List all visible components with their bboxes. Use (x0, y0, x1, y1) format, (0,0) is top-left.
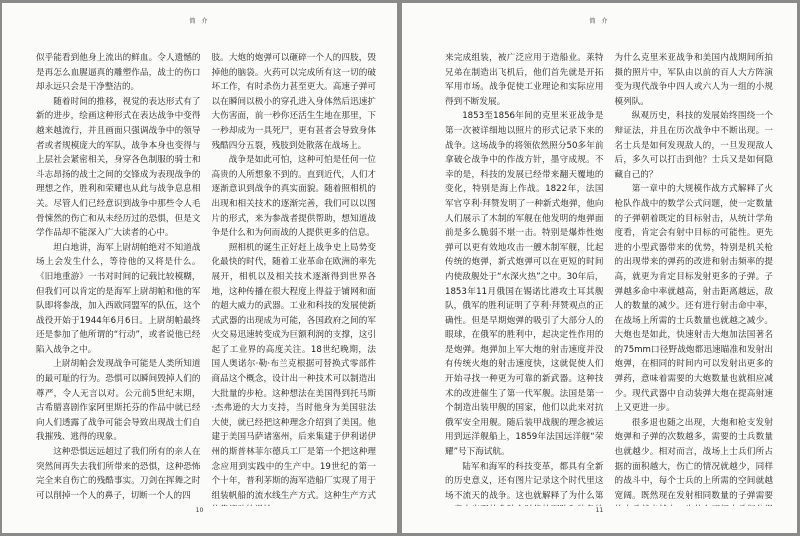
text-column-1 (36, 51, 201, 506)
paragraph: 1853至1856年间的克里米亚战争是第一次被详细地以照片的形式记录下来的战争。这场战争的将领依然照分50多年前拿破仑战争中的作战方针，墨守成规。不幸的是，科技的发展已经带来翻天覆地的变化，特别是海上作战。1822年，法国军官亨利·拜赞发明了一种新式炮弹，他向人们展示了木制的军舰在他发明的炮弹面前是多么脆弱不堪一击。特别是爆炸性炮弹可以更有效地攻击一艘木制军舰，比起传统的炮弹，新式炮弹可以在更短的时间内使敌舰处于“水深火热”之中。30年后，1853年11月俄国在锡诺比港攻土耳其舰队，俄军的胜利证明了亨利·拜赞观点的正确性。但是早期炮弹的吸引了大部分人的眼球，在俄军的胜利中，起决定性作用的是炮弹。炮弹加上军大炮的射击速度并没有传统火炮的射击速度快，这就促使人们开始寻找一种更为可靠的新武器。这种技术的改进催生了第一代军舰。法国是第一个制造出装甲舰的国家，他们以此来对抗俄军安全用舰。随后装甲战舰的理念被运用到远洋舰船上，1859年法国远洋舰“荣耀”号下海试航。 (445, 111, 604, 458)
paragraph: 上尉胡帕会发现战争可能是人类所知道的最可耻的行为。恐惧可以瞬间毁掉人们的尊严，令人无言以对。公元前5世纪末期，古希腊喜剧作家阿里斯托芬的作品中就已经向人们透露了战争可能会导致出现战士们自我摧残、逃得的现象。 (36, 359, 201, 443)
paragraph: 似乎能看到他身上流出的鲜血。令人遗憾的是再怎么血腥逼真的雕塑作品，战士的伤口却永远只会是干净整洁的。 (36, 53, 201, 93)
left-page-columns (36, 51, 376, 506)
paragraph: 照相机的诞生正好赶上战争史上局势变化最快的时代，随着工业革命在欧洲的率先展开，相机以及相关技术逐渐得到世界各地，这种传播在很大程度上得益于铺网和面的超大威力的武器。工业和科技的发展使新式武器的出现成为可能，各国政府之间的军火交易迅速转变成为巨额利润的支撑，这引起了工业界的高度关注。18世纪晚期，法国人奥诺尔·勒·布兰克根据可替换式零部件商品这个概念，设计出一种技术可以制造出大批量的步枪。这种想法在美国得到托马斯·杰弗逊的大力支持，当时他身为美国驻法大使，就已经把这种理念介绍到了美国。他建于美国马萨诸塞州，后来集建于伊利诺伊州的斯普林菲尔德兵工厂是第一个把这种理念应用到实践中的生产中。19世纪的第一个十年，普利茅斯的海军造船厂实现了用于组装帆船的流水线生产方式。这种生产方式 (211, 242, 376, 501)
text-column-2 (212, 51, 377, 506)
paragraph: 战争是如此可怕，这种可怕是任何一位高贵的人所想象不到的。直到近代，人们才逐渐意识到战争的真实面貌。随着照相机的出现和相关技术的逐渐完善，我们可以以图片的形式，来为参战者提供帮助，想知道战争是什么和为何而战的人提供更多的信息。 (211, 155, 376, 239)
page-number: 11 (595, 507, 604, 514)
paragraph: 陆军和海军的科技变革，都具有全新的历史意义，还有图片记录这个时代里这场不流天的战争。这也就解释了为什么第 (445, 461, 604, 501)
paragraph: 这种恐惧远远超过了我们所有的亲人在突然间再失去我们所带来的恐惧，这种恐怖完全来自伤亡的残酷事实。刀剑在挥舞之时可以削掉一个人的鼻子，切断一个人的四 (36, 447, 201, 501)
paragraph: 坦白地讲，海军上尉胡帕绝对不知道战场上会发生什么，等待他的又将是什么。《旧地重游》一书对时间的记载比较模糊，但我们可以肯定的是海军上尉胡帕和他的军队即将参战，加入西欧同盟军的队伍，这个战役开始于1944年6月6日。上尉胡帕最终还是参加了他所谓的“行动”，或者说他已经陷入战争之中。 (36, 242, 201, 355)
text-column-2 (615, 51, 774, 506)
running-head: 简 介 (189, 18, 210, 25)
paragraph: 肢。大炮的炮弹可以砸碎一个人的四肢，毁掉他的脑袋。火药可以完成所有这一切的破坏工作，有时杀伤力甚至更大。高速子弹可以在瞬间以极小的穿孔进入身体然后迅速扩大伤害面，前一秒你还活生生地在那里，下一秒却成为一具死尸，更有甚者会导致身体残酷四分五裂，残肢到处散落在战场上。 (211, 53, 376, 151)
paragraph: 随着时间的推移，视觉的表达形式有了新的进步，绘画这种形式在表达战争中变得越来越流行，并且画面只强调战争中的领导者或者规模庞大的军队，战争本身也变得与上层社会紧密相关，身穿各色制服的骑士和斗志昂扬的战士之间的交锋成为表现战争的理想之作，胜利和荣耀也从此与战争息息相关。尽管人们已经意识到战争中那些令人毛骨悚然的伤亡和从未经历过的恐惧，但是文学作品却不能深入广大读者的心中。 (36, 96, 201, 239)
paragraph: 来完成组装，被广泛应用于造船业。莱特兄弟在制造出飞机后，他们首先就是开拓军用市场。战争促使工业理论和实际应用得到不断发展。 (445, 53, 604, 107)
page-number: 10 (195, 507, 204, 514)
right-page-columns (445, 51, 773, 506)
paragraph: 纵观历史，科技的发展始终围绕一个辩证法，并且在历次战争中不断出现。一名士兵是如何发现敌人的，一旦发现敌人后，多久可以打击到他？士兵又是如何隐藏自己的？ (614, 111, 773, 180)
paragraph: 很多退也随之出现，大炮和枪支发射炮弹和子弹的次数越多，需要的士兵数量也就越少。相对而言，战场上士兵们所占据的面积越大，伤亡的情况就越少，同样的战斗中，每个士兵的上所需的空间就越宽阔。既然现在发射相同数量的子弹需要 (614, 417, 773, 501)
right-page (402, 3, 797, 533)
running-head: 简 介 (589, 18, 610, 25)
left-page (2, 3, 397, 533)
paragraph: 第一章中的大规模作战方式解释了火枪队作战中的数学公式问题，使一定数量的子弹朝着既定的目标射击，从统计学角度看，肯定会有射中目标的可能性。更先进的小型武器带来的优势，特别是机关枪的出现带来的弹药的改进和射击频率的提高，就更为肯定目标发射更多的子弹。子弹越多命中率就越高，射击距离越远，敌人的数量的减少。还有进行射击命中率，在战场上所需的士兵数量也就越之减少。大炮也是如此，快速射击大炮加法国著名的75mm口径野战炮都迅速瞄准和发射出炮弹，在相同的时间内可以发射出更多的弹药，意味着需要的大炮数量也就相应减少。现代武器中自动装弹大炮在提高射速上又更进一步。 (614, 184, 773, 414)
paragraph: 为什么克里米亚战争和美国内战期间所拍摄的照片中，军队由以前的百人大方阵演变为现代战争中四人或六人为一组的小规模列队。 (614, 53, 773, 107)
text-column-1 (445, 51, 604, 506)
